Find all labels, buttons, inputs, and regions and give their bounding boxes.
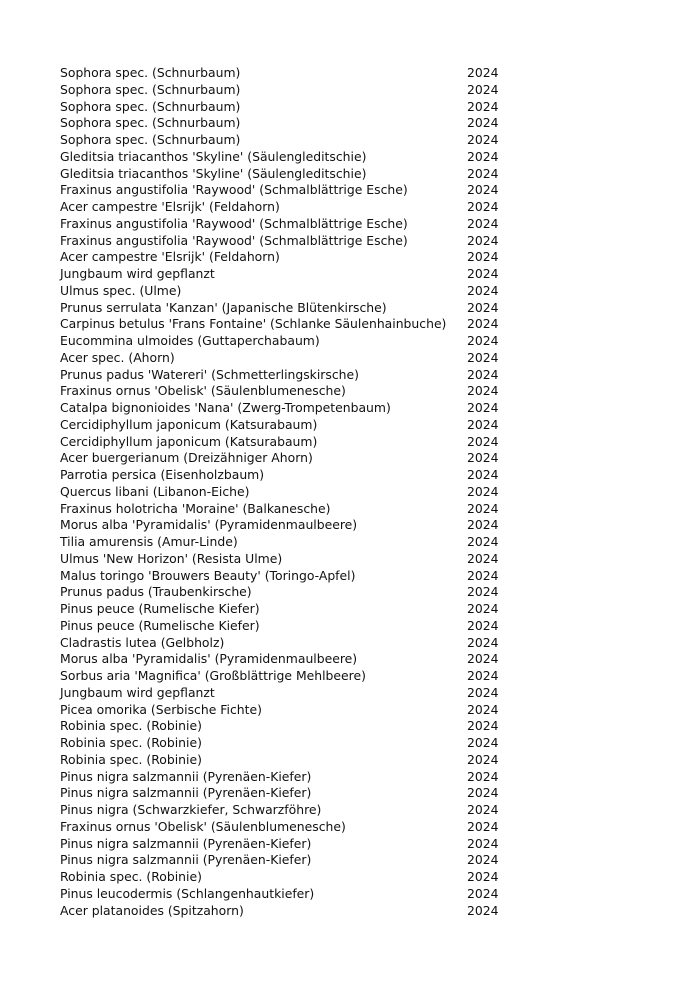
list-item [60,115,510,132]
planting-year: 2024 [467,802,499,817]
tree-name: Sorbus aria 'Magnifica' (Großblättrige Mehlbeere) [60,668,366,683]
list-item [60,836,510,853]
tree-name: Jungbaum wird gepflanzt [60,266,215,281]
list-item [60,769,510,786]
tree-name: Gleditsia triacanthos 'Skyline' (Säulengleditschie) [60,148,367,164]
tree-name: Acer platanoides (Spitzahorn) [60,902,244,918]
list-item [60,467,510,484]
tree-planting-list [60,65,510,919]
tree-name: Morus alba 'Pyramidalis' (Pyramidenmaulbeere) [60,651,358,667]
planting-year: 2024 [467,433,499,449]
tree-name: Acer buergerianum (Dreizähniger Ahorn) [60,450,313,466]
tree-name: Prunus padus (Traubenkirsche) [60,584,252,600]
list-item [60,484,510,501]
list-item [60,819,510,836]
tree-name: Morus alba 'Pyramidalis' (Pyramidenmaulbeere) [60,517,358,533]
planting-year: 2024 [467,148,499,164]
tree-name: Pinus nigra salzmannii (Pyrenäen-Kiefer) [60,768,312,784]
list-item [60,635,510,652]
list-item [60,903,510,920]
list-item [60,82,510,99]
tree-name: Ulmus spec. (Ulme) [60,282,182,298]
tree-name: Fraxinus angustifolia 'Raywood' (Schmalblättrige Esche) [60,182,408,198]
planting-year: 2024 [467,182,499,198]
planting-year: 2024 [467,483,499,499]
list-item [60,132,510,149]
planting-year: 2024 [467,735,499,750]
tree-name: Fraxinus holotricha 'Moraine' (Balkanesche) [60,500,331,516]
tree-name: Picea omorika (Serbische Fichte) [60,701,262,717]
list-item [60,785,510,802]
tree-name: Pinus nigra salzmannii (Pyrenäen-Kiefer) [60,785,312,801]
list-item [60,367,510,384]
planting-year: 2024 [467,601,499,616]
list-item [60,802,510,819]
planting-year: 2024 [467,165,499,181]
planting-year: 2024 [467,567,499,583]
planting-year: 2024 [467,550,499,566]
list-item [60,249,510,266]
planting-year: 2024 [467,299,499,315]
list-item [60,417,510,434]
planting-year: 2024 [467,852,499,868]
tree-name: Robinia spec. (Robinie) [60,735,202,750]
list-item [60,886,510,903]
planting-year: 2024 [467,115,499,131]
list-item [60,685,510,702]
planting-year: 2024 [467,400,499,415]
planting-year: 2024 [467,835,499,851]
list-item [60,65,510,82]
planting-year: 2024 [467,517,499,533]
tree-name: Sophora spec. (Schnurbaum) [60,132,241,147]
list-item [60,618,510,635]
planting-year: 2024 [467,333,499,348]
tree-name: Cercidiphyllum japonicum (Katsurabaum) [60,416,318,432]
planting-year: 2024 [467,416,499,432]
list-item [60,584,510,601]
tree-name: Robinia spec. (Robinie) [60,869,202,884]
tree-name: Jungbaum wird gepflanzt [60,684,215,700]
planting-year: 2024 [467,617,499,633]
tree-name: Pinus peuce (Rumelische Kiefer) [60,601,260,616]
tree-name: Robinia spec. (Robinie) [60,751,202,767]
list-item [60,450,510,467]
list-item [60,166,510,183]
list-item [60,316,510,333]
tree-name: Sophora spec. (Schnurbaum) [60,65,241,80]
planting-year: 2024 [467,718,499,734]
tree-name: Quercus libani (Libanon-Eiche) [60,483,250,499]
planting-year: 2024 [467,98,499,114]
planting-year: 2024 [467,316,499,332]
list-item [60,350,510,367]
tree-name: Ulmus 'New Horizon' (Resista Ulme) [60,550,283,566]
list-item [60,852,510,869]
planting-year: 2024 [467,282,499,298]
list-item [60,651,510,668]
list-item [60,216,510,233]
list-item [60,517,510,534]
list-item [60,702,510,719]
tree-name: Malus toringo 'Brouwers Beauty' (Toringo-Apfel) [60,567,356,583]
planting-year: 2024 [467,751,499,767]
planting-year: 2024 [467,500,499,516]
planting-year: 2024 [467,785,499,801]
list-item [60,99,510,116]
tree-name: Cladrastis lutea (Gelbholz) [60,634,225,650]
tree-name: Fraxinus angustifolia 'Raywood' (Schmalblättrige Esche) [60,215,408,231]
tree-name: Sophora spec. (Schnurbaum) [60,81,241,97]
list-item [60,434,510,451]
planting-year: 2024 [467,902,499,918]
tree-name: Prunus padus 'Watereri' (Schmetterlingskirsche) [60,366,359,382]
list-item [60,501,510,518]
list-item [60,534,510,551]
list-item [60,668,510,685]
tree-name: Eucommina ulmoides (Guttaperchabaum) [60,333,320,348]
planting-year: 2024 [467,65,499,80]
list-item [60,735,510,752]
list-item [60,551,510,568]
list-item [60,869,510,886]
planting-year: 2024 [467,885,499,901]
planting-year: 2024 [467,651,499,667]
list-item [60,400,510,417]
planting-year: 2024 [467,383,499,399]
planting-year: 2024 [467,366,499,382]
planting-year: 2024 [467,584,499,600]
planting-year: 2024 [467,701,499,717]
planting-year: 2024 [467,232,499,248]
list-item [60,718,510,735]
tree-name: Fraxinus ornus 'Obelisk' (Säulenblumenesche) [60,383,346,399]
planting-year: 2024 [467,684,499,700]
planting-year: 2024 [467,668,499,683]
tree-name: Gleditsia triacanthos 'Skyline' (Säulengleditschie) [60,165,367,181]
tree-name: Prunus serrulata 'Kanzan' (Japanische Blütenkirsche) [60,299,387,315]
list-item [60,182,510,199]
tree-name: Acer spec. (Ahorn) [60,349,175,365]
tree-name: Carpinus betulus 'Frans Fontaine' (Schlanke Säulenhainbuche) [60,316,447,332]
planting-year: 2024 [467,349,499,365]
tree-name: Catalpa bignonioides 'Nana' (Zwerg-Trompetenbaum) [60,400,391,415]
tree-name: Fraxinus angustifolia 'Raywood' (Schmalblättrige Esche) [60,232,408,248]
tree-name: Sophora spec. (Schnurbaum) [60,98,241,114]
list-item [60,601,510,618]
tree-name: Acer campestre 'Elsrijk' (Feldahorn) [60,199,280,214]
list-item [60,233,510,250]
tree-name: Pinus nigra salzmannii (Pyrenäen-Kiefer) [60,835,312,851]
tree-name: Pinus peuce (Rumelische Kiefer) [60,617,260,633]
tree-name: Acer campestre 'Elsrijk' (Feldahorn) [60,249,280,265]
list-item [60,266,510,283]
tree-name: Parrotia persica (Eisenholzbaum) [60,467,265,482]
list-item [60,333,510,350]
tree-name: Tilia amurensis (Amur-Linde) [60,534,238,549]
planting-year: 2024 [467,634,499,650]
list-item [60,568,510,585]
tree-name: Fraxinus ornus 'Obelisk' (Säulenblumenesche) [60,818,346,834]
tree-name: Robinia spec. (Robinie) [60,718,202,734]
planting-year: 2024 [467,266,499,281]
planting-year: 2024 [467,467,499,482]
list-item [60,283,510,300]
list-item [60,383,510,400]
list-item [60,149,510,166]
planting-year: 2024 [467,818,499,834]
tree-name: Pinus nigra (Schwarzkiefer, Schwarzföhre) [60,802,322,817]
list-item [60,300,510,317]
planting-year: 2024 [467,768,499,784]
planting-year: 2024 [467,199,499,214]
planting-year: 2024 [467,215,499,231]
tree-name: Sophora spec. (Schnurbaum) [60,115,241,131]
tree-name: Cercidiphyllum japonicum (Katsurabaum) [60,433,318,449]
list-item [60,199,510,216]
planting-year: 2024 [467,132,499,147]
tree-name: Pinus nigra salzmannii (Pyrenäen-Kiefer) [60,852,312,868]
planting-year: 2024 [467,534,499,549]
tree-name: Pinus leucodermis (Schlangenhautkiefer) [60,885,315,901]
planting-year: 2024 [467,869,499,884]
planting-year: 2024 [467,249,499,265]
planting-year: 2024 [467,450,499,466]
planting-year: 2024 [467,81,499,97]
list-item [60,752,510,769]
